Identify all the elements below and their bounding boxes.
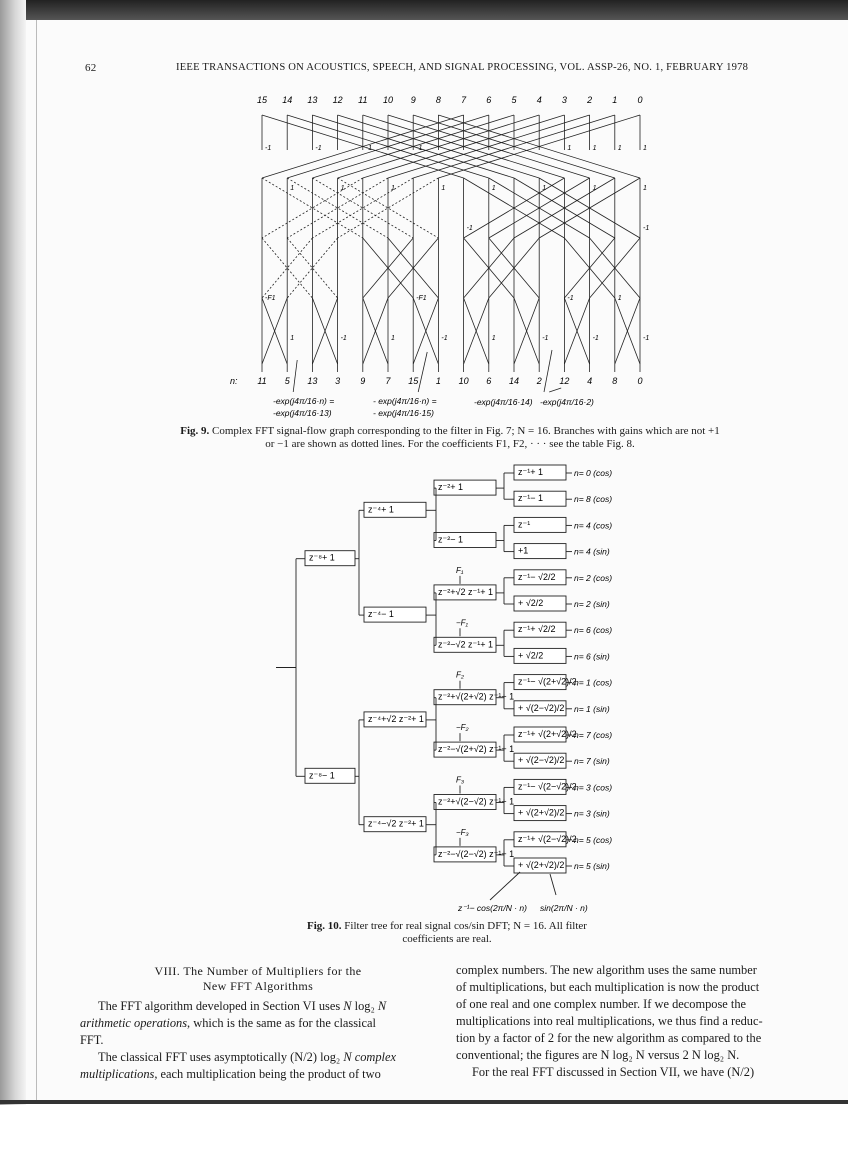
page-number: 62	[85, 62, 97, 74]
fig9-gain-label: -1	[567, 295, 574, 302]
fig9-output-label: 12	[559, 376, 570, 386]
fig9-gain-label: -1	[592, 335, 599, 342]
fig9-output-label: 6	[486, 376, 492, 386]
fig9-gain-label: 1	[290, 335, 295, 342]
fig10-bottom-note: z⁻¹− cos(2π/N · n)	[458, 903, 527, 913]
fig10-coeff-label: −F₂	[456, 723, 469, 733]
fig9-gain-label: 1	[592, 185, 597, 192]
fig9-gain-label: -1	[542, 335, 549, 342]
fig10-level3-label: z⁻²+√2 z⁻¹+ 1	[438, 586, 493, 597]
running-header: IEEE TRANSACTIONS ON ACOUSTICS, SPEECH, AND SIGNAL PROCESSING, VOL. ASSP-26, NO. 1, FEBRUARY 1978	[176, 62, 749, 73]
right-line-4: multiplications into real multiplications, we thus find a reduc-	[456, 1014, 763, 1028]
fig10-coeff-label: −F₁	[456, 618, 469, 628]
fig10-bottom-note: sin(2π/N · n)	[540, 903, 588, 913]
fig9-input-label: 15	[256, 95, 268, 105]
fig10-output-label: n= 6 (sin)	[574, 651, 610, 662]
right-line-3: of one real and one complex number. If we decompose the	[456, 997, 747, 1011]
section-heading	[78, 964, 438, 994]
fig9-input-label: 11	[358, 95, 368, 105]
fig10-output-label: n= 7 (sin)	[574, 756, 610, 767]
fig10-leaf-label: z⁻¹+ √(2+√2)/2	[518, 729, 577, 739]
fig9-input-label: 1	[612, 95, 618, 105]
left-line-4-a: The classical FFT uses asymptotically (N/2) log₂	[98, 1050, 344, 1064]
fig10-level2-label: z⁻⁴−√2 z⁻²+ 1	[368, 818, 424, 829]
fig9-pointer	[293, 360, 297, 392]
fig9-output-label: 5	[284, 376, 290, 386]
fig9-signal-flow-graph	[0, 0, 848, 420]
fig9-input-label: 12	[332, 95, 343, 105]
fig9-output-label: 1	[435, 376, 441, 386]
fig9-note: -exp(j4π/16·n) =	[273, 396, 335, 406]
left-line-2-a: arithmetic operations	[80, 1016, 188, 1030]
fig9-caption	[140, 425, 760, 451]
fig10-coeff-label: F₂	[456, 670, 464, 680]
fig10-output-label: n= 3 (sin)	[574, 808, 610, 819]
fig9-output-label: 0	[637, 376, 643, 386]
fig10-level3-label: z⁻²− 1	[438, 534, 464, 545]
fig10-caption-line2: coefficients are real.	[402, 933, 492, 945]
fig9-input-label: 3	[561, 95, 567, 105]
fig9-input-label: 8	[435, 95, 441, 105]
fig10-leaf-label: + √2/2	[518, 598, 544, 608]
right-line-2: of multiplications, but each multiplication is now the product	[456, 980, 760, 994]
fig10-root-lower-label: z⁻⁸− 1	[309, 770, 335, 781]
fig9-gain-label: 1	[290, 185, 295, 192]
fig10-level2-label: z⁻⁴+√2 z⁻²+ 1	[368, 713, 424, 724]
fig10-connector	[490, 872, 520, 900]
fig9-output-label: 11	[257, 376, 267, 386]
left-line-3-a: FFT.	[80, 1033, 104, 1047]
fig10-output-label: n= 7 (cos)	[574, 730, 613, 740]
fig9-input-label: 10	[382, 95, 394, 105]
fig9-gain-label: -F1	[265, 295, 276, 302]
fig10-caption	[262, 920, 632, 946]
left-line-2	[80, 1015, 442, 1032]
fig9-gain-label: 1	[391, 185, 395, 192]
fig10-output-label: n= 1 (cos)	[574, 677, 613, 688]
fig10-caption-line1: Filter tree for real signal cos/sin DFT; N = 16. All filter	[344, 920, 587, 932]
fig9-input-label: 14	[282, 95, 293, 105]
fig10-output-label: n= 6 (cos)	[574, 625, 613, 636]
fig9-input-label: 6	[486, 95, 492, 105]
fig10-output-label: n= 4 (cos)	[574, 520, 613, 531]
fig9-input-label: 7	[461, 95, 467, 105]
section-heading-line2: New FFT Algorithms	[202, 979, 314, 993]
left-line-1-c: log₂	[354, 999, 378, 1013]
fig9-output-label: 8	[612, 376, 618, 386]
fig9-input-label: 9	[410, 95, 416, 105]
fig9-note: -exp(j4π/16·2)	[540, 397, 594, 407]
fig10-output-label: n= 3 (cos)	[574, 782, 613, 793]
fig10-root-upper-label: z⁻⁸+ 1	[309, 552, 335, 563]
fig9-pointer	[544, 350, 552, 392]
fig9-pointer	[549, 388, 561, 392]
fig9-gain-label: 1	[567, 145, 572, 152]
fig9-gain-label: -1	[466, 225, 473, 232]
fig10-output-label: n= 5 (cos)	[574, 834, 613, 845]
fig10-output-label: n= 1 (sin)	[574, 703, 610, 714]
fig9-input-label: 13	[307, 95, 318, 105]
fig9-note: - exp(j4π/16·n) =	[373, 396, 437, 406]
fig9-output-label: 2	[536, 376, 542, 386]
fig9-gain-label: 1	[340, 185, 345, 192]
fig9-gain-label: 1	[643, 185, 647, 192]
fig10-leaf-label: + √(2−√2)/2	[518, 702, 565, 713]
scan-shadow-bottom	[0, 1100, 848, 1104]
fig9-output-label: 14	[508, 376, 520, 386]
fig10-leaf-label: z⁻¹	[518, 519, 531, 530]
fig10-leaf-label: z⁻¹− √2/2	[518, 571, 556, 582]
fig10-leaf-label: z⁻¹− √(2−√2)/2	[518, 781, 577, 792]
left-line-1-a: The FFT algorithm developed in Section VI uses	[98, 999, 344, 1013]
fig10-coeff-label: F₁	[456, 565, 464, 575]
fig9-gain-label: 1	[391, 335, 395, 342]
right-line-5: tion by a factor of 2 for the new algorithm as compared to the	[456, 1031, 762, 1045]
fig10-level3-label: z⁻²−√(2+√2) z⁻¹+ 1	[438, 744, 515, 755]
left-line-4	[80, 1049, 442, 1066]
fig9-note: - exp(j4π/16·15)	[373, 408, 434, 418]
fig9-gain-label: 1	[617, 145, 622, 152]
fig10-output-label: n= 2 (sin)	[574, 599, 610, 609]
fig10-leaf-label: + √(2−√2)/2	[518, 755, 565, 766]
fig9-gain-label: 1	[592, 145, 597, 152]
fig9-output-label: 3	[335, 376, 341, 386]
fig9-input-label: 5	[511, 95, 517, 105]
fig9-gain-label: -1	[441, 335, 448, 342]
fig10-output-label: n= 0 (cos)	[574, 468, 613, 478]
fig10-level3-label: z⁻²+√(2−√2) z⁻¹+ 1	[438, 796, 515, 807]
fig9-input-label: 2	[587, 95, 593, 105]
fig9-gain-label: 1	[441, 185, 446, 192]
fig9-gain-label: -1	[365, 145, 373, 152]
fig9-gain-label: 1	[491, 185, 496, 192]
fig10-output-label: n= 5 (sin)	[574, 861, 610, 871]
fig10-leaf-label: z⁻¹− √(2+√2)/2	[518, 676, 577, 687]
fig9-output-label: 9	[360, 376, 366, 386]
fig10-leaf-label: + √2/2	[518, 650, 544, 661]
fig9-gain-label: -1	[315, 145, 322, 152]
fig10-level3-label: z⁻²−√(2−√2) z⁻¹+ 1	[438, 848, 515, 859]
fig9-note: -exp(j4π/16·13)	[273, 408, 332, 418]
fig10-filter-tree	[0, 455, 848, 925]
right-line-7: For the real FFT discussed in Section VII, we have (N/2)	[472, 1065, 755, 1079]
fig9-gain-label: 1	[617, 295, 622, 302]
fig10-leaf-label: z⁻¹+ √2/2	[518, 624, 556, 635]
fig10-coeff-label: F₃	[456, 775, 465, 785]
fig9-output-label: 4	[587, 376, 593, 386]
fig10-leaf-label: z⁻¹+ √(2−√2)/2	[518, 833, 577, 844]
fig9-pointer	[418, 352, 427, 392]
fig9-output-label: 10	[458, 376, 469, 386]
fig10-caption-label: Fig. 10.	[307, 920, 342, 932]
fig9-input-label: 0	[637, 95, 643, 105]
fig10-leaf-label: +1	[518, 545, 529, 556]
fig9-gain-label: -1	[265, 145, 272, 152]
fig10-leaf-label: z⁻¹− 1	[518, 493, 544, 504]
left-line-1	[80, 998, 442, 1015]
fig9-note: -exp(j4π/16·14)	[474, 397, 533, 407]
left-line-5	[80, 1066, 442, 1083]
fig10-output-label: n= 4 (sin)	[574, 546, 610, 557]
fig10-leaf-label: z⁻¹+ 1	[518, 467, 544, 477]
fig9-gain-label: -1	[416, 145, 423, 152]
fig9-gain-label: -1	[643, 225, 650, 232]
fig10-connector	[550, 874, 556, 895]
fig9-output-label: 7	[385, 376, 391, 386]
right-line-1: complex numbers. The new algorithm uses the same number	[456, 963, 757, 977]
right-column-text	[456, 962, 806, 1081]
fig10-level3-label: z⁻²−√2 z⁻¹+ 1	[438, 639, 493, 650]
fig9-gain-label: -F1	[416, 295, 427, 302]
fig9-gain-label: 1	[643, 145, 647, 152]
fig10-level3-label: z⁻²+ 1	[438, 482, 464, 493]
fig9-gain-label: 1	[491, 335, 496, 342]
fig9-output-label: 15	[408, 376, 419, 386]
fig10-leaf-label: + √(2+√2)/2	[518, 860, 565, 870]
fig9-caption-line1: Complex FFT signal-flow graph corresponding to the filter in Fig. 7; N = 16. Branches with gains which are not +1	[212, 425, 720, 437]
fig9-output-label: 13	[307, 376, 318, 386]
fig9-gain-label: -1	[340, 335, 347, 342]
fig9-caption-label: Fig. 9.	[180, 425, 210, 437]
fig9-gain-label: -1	[643, 335, 650, 342]
fig9-input-label: 4	[536, 95, 542, 105]
fig9-gain-label: 1	[542, 185, 547, 192]
left-line-3	[80, 1032, 442, 1049]
fig10-level2-label: z⁻⁴+ 1	[368, 504, 394, 515]
left-line-5-a: multiplications	[80, 1067, 155, 1081]
left-line-1-b: N	[343, 999, 352, 1013]
fig10-output-label: n= 8 (cos)	[574, 494, 613, 505]
left-line-2-b: , which is the same as for the classical	[187, 1016, 376, 1030]
left-line-1-d: N	[377, 999, 387, 1013]
left-column-text	[80, 998, 442, 1083]
fig10-level2-label: z⁻⁴− 1	[368, 609, 394, 620]
fig9-n-prefix: n:	[230, 376, 238, 386]
left-line-4-b: N complex	[343, 1050, 396, 1064]
fig10-level3-label: z⁻²+√(2+√2) z⁻¹+ 1	[438, 691, 515, 702]
fig10-coeff-label: −F₃	[456, 827, 469, 837]
fig10-leaf-label: + √(2+√2)/2	[518, 807, 565, 818]
fig9-caption-line2: or −1 are shown as dotted lines. For the coefficients F1, F2, · · · see the table Fig. 8.	[265, 438, 635, 450]
left-line-5-b: , each multiplication being the product of two	[154, 1067, 381, 1081]
fig10-output-label: n= 2 (cos)	[574, 572, 613, 583]
right-line-6: conventional; the figures are N log₂ N versus 2 N log₂ N.	[456, 1048, 740, 1062]
section-heading-line1: VIII. The Number of Multipliers for the	[154, 964, 362, 978]
